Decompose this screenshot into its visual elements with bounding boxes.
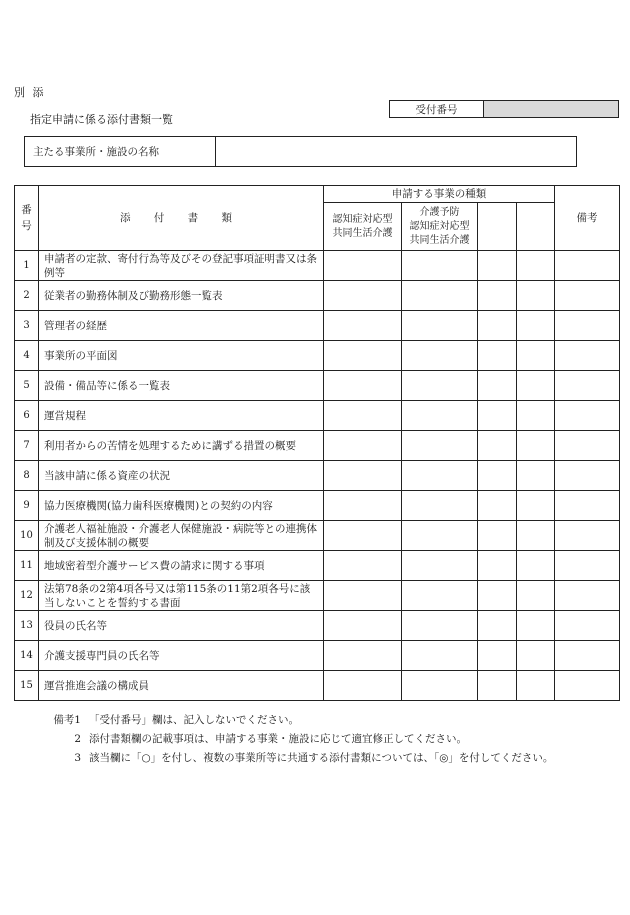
row-number: 11 <box>15 551 39 581</box>
checkbox-cell-type-4[interactable] <box>517 641 555 671</box>
row-document: 介護支援専門員の氏名等 <box>39 641 324 671</box>
row-document: 介護老人福祉施設・介護老人保健施設・病院等との連携体制及び支援体制の概要 <box>39 521 324 551</box>
checkbox-cell-type-4[interactable] <box>517 251 555 281</box>
checkbox-cell-type-4[interactable] <box>517 431 555 461</box>
note-1-key: 備考1 <box>53 714 81 726</box>
checkbox-cell-type-2[interactable] <box>402 461 478 491</box>
table-row <box>15 281 620 311</box>
checkbox-cell-type-2[interactable] <box>402 431 478 461</box>
checkbox-cell-type-2[interactable] <box>402 551 478 581</box>
checkbox-cell-type-3[interactable] <box>478 491 517 521</box>
header-remarks: 備考 <box>555 186 620 251</box>
remarks-cell[interactable] <box>555 641 620 671</box>
row-number: 9 <box>15 491 39 521</box>
row-number: 1 <box>15 251 39 281</box>
row-number: 10 <box>15 521 39 551</box>
checkbox-cell-type-3[interactable] <box>478 551 517 581</box>
checkbox-cell-type-2[interactable] <box>402 581 478 611</box>
table-row <box>15 401 620 431</box>
table-row <box>15 671 620 701</box>
checkbox-cell-type-1[interactable] <box>324 551 402 581</box>
remarks-cell[interactable] <box>555 581 620 611</box>
row-number: 14 <box>15 641 39 671</box>
note-3-key: 3 <box>74 752 81 764</box>
row-document: 地域密着型介護サービス費の請求に関する事項 <box>39 551 324 581</box>
annex-label: 別 添 <box>14 86 46 99</box>
checkbox-cell-type-3[interactable] <box>478 401 517 431</box>
office-name-box <box>24 136 577 167</box>
checkbox-cell-type-3[interactable] <box>478 611 517 641</box>
attachment-table <box>14 185 620 701</box>
receipt-number-box <box>389 100 619 118</box>
checkbox-cell-type-2[interactable] <box>402 401 478 431</box>
checkbox-cell-type-1[interactable] <box>324 251 402 281</box>
checkbox-cell-type-3[interactable] <box>478 461 517 491</box>
checkbox-cell-type-4[interactable] <box>517 611 555 641</box>
checkbox-cell-type-4[interactable] <box>517 491 555 521</box>
checkbox-cell-type-3[interactable] <box>478 641 517 671</box>
document-title: 指定申請に係る添付書類一覧 <box>30 113 173 126</box>
row-document: 利用者からの苦情を処理するために講ずる措置の概要 <box>39 431 324 461</box>
table-row <box>15 461 620 491</box>
row-number: 12 <box>15 581 39 611</box>
header-service-type-group: 申請する事業の種類 <box>324 186 555 203</box>
checkbox-cell-type-1[interactable] <box>324 311 402 341</box>
checkbox-cell-type-3[interactable] <box>478 521 517 551</box>
checkbox-cell-type-2[interactable] <box>402 521 478 551</box>
row-number: 8 <box>15 461 39 491</box>
checkbox-cell-type-2[interactable] <box>402 641 478 671</box>
row-document: 当該申請に係る資産の状況 <box>39 461 324 491</box>
row-number: 13 <box>15 611 39 641</box>
table-row <box>15 311 620 341</box>
checkbox-cell-type-3[interactable] <box>478 371 517 401</box>
remarks-cell[interactable] <box>555 521 620 551</box>
note-1-text: 「受付番号」欄は、記入しないでください。 <box>89 714 299 726</box>
checkbox-cell-type-2[interactable] <box>402 671 478 701</box>
remarks-cell[interactable] <box>555 311 620 341</box>
note-1 <box>35 711 553 730</box>
note-3-text: 該当欄に「○」を付し、複数の事業所等に共通する添付書類については、「◎」を付してください。 <box>89 752 554 764</box>
remarks-cell[interactable] <box>555 491 620 521</box>
checkbox-cell-type-1[interactable] <box>324 521 402 551</box>
table-row <box>15 641 620 671</box>
note-3 <box>35 749 553 768</box>
office-name-label: 主たる事業所・施設の名称 <box>25 137 216 167</box>
table-row <box>15 551 620 581</box>
checkbox-cell-type-4[interactable] <box>517 311 555 341</box>
remarks-cell[interactable] <box>555 551 620 581</box>
note-2 <box>35 730 553 749</box>
checkbox-cell-type-2[interactable] <box>402 341 478 371</box>
checkbox-cell-type-3[interactable] <box>478 431 517 461</box>
checkbox-cell-type-4[interactable] <box>517 551 555 581</box>
checkbox-cell-type-4[interactable] <box>517 461 555 491</box>
row-number: 6 <box>15 401 39 431</box>
checkbox-cell-type-4[interactable] <box>517 671 555 701</box>
row-document: 管理者の経歴 <box>39 311 324 341</box>
checkbox-cell-type-2[interactable] <box>402 311 478 341</box>
table-row <box>15 521 620 551</box>
checkbox-cell-type-4[interactable] <box>517 341 555 371</box>
checkbox-cell-type-1[interactable] <box>324 281 402 311</box>
remarks-cell[interactable] <box>555 671 620 701</box>
checkbox-cell-type-2[interactable] <box>402 371 478 401</box>
row-document: 協力医療機関(協力歯科医療機関)との契約の内容 <box>39 491 324 521</box>
row-number: 7 <box>15 431 39 461</box>
checkbox-cell-type-4[interactable] <box>517 521 555 551</box>
table-row <box>15 491 620 521</box>
notes <box>35 711 553 768</box>
remarks-cell[interactable] <box>555 611 620 641</box>
row-document: 従業者の勤務体制及び勤務形態一覧表 <box>39 281 324 311</box>
checkbox-cell-type-1[interactable] <box>324 491 402 521</box>
row-document: 設備・備品等に係る一覧表 <box>39 371 324 401</box>
checkbox-cell-type-4[interactable] <box>517 581 555 611</box>
receipt-number-label: 受付番号 <box>390 101 484 118</box>
checkbox-cell-type-4[interactable] <box>517 281 555 311</box>
remarks-cell[interactable] <box>555 251 620 281</box>
row-number: 5 <box>15 371 39 401</box>
row-number: 4 <box>15 341 39 371</box>
checkbox-cell-type-3[interactable] <box>478 281 517 311</box>
row-number: 2 <box>15 281 39 311</box>
remarks-cell[interactable] <box>555 461 620 491</box>
row-document: 法第78条の2第4項各号又は第115条の11第2項各号に該当しないことを誓約する書面 <box>39 581 324 611</box>
checkbox-cell-type-1[interactable] <box>324 431 402 461</box>
remarks-cell[interactable] <box>555 281 620 311</box>
row-number: 15 <box>15 671 39 701</box>
checkbox-cell-type-1[interactable] <box>324 371 402 401</box>
row-document: 運営規程 <box>39 401 324 431</box>
remarks-cell[interactable] <box>555 431 620 461</box>
table-row <box>15 431 620 461</box>
checkbox-cell-type-1[interactable] <box>324 401 402 431</box>
checkbox-cell-type-2[interactable] <box>402 611 478 641</box>
checkbox-cell-type-3[interactable] <box>478 671 517 701</box>
table-row <box>15 251 620 281</box>
checkbox-cell-type-1[interactable] <box>324 341 402 371</box>
checkbox-cell-type-3[interactable] <box>478 341 517 371</box>
header-number-label: 番 号 <box>21 204 32 232</box>
table-row <box>15 581 620 611</box>
table-row <box>15 371 620 401</box>
checkbox-cell-type-1[interactable] <box>324 641 402 671</box>
remarks-cell[interactable] <box>555 341 620 371</box>
service-type-4 <box>517 203 555 251</box>
checkbox-cell-type-1[interactable] <box>324 581 402 611</box>
checkbox-cell-type-2[interactable] <box>402 251 478 281</box>
row-document: 役員の氏名等 <box>39 611 324 641</box>
row-number: 3 <box>15 311 39 341</box>
header-number <box>15 186 39 251</box>
checkbox-cell-type-3[interactable] <box>478 311 517 341</box>
row-document: 事業所の平面図 <box>39 341 324 371</box>
receipt-number-field[interactable] <box>484 101 619 118</box>
table-row <box>15 611 620 641</box>
remarks-cell[interactable] <box>555 401 620 431</box>
header-document: 添 付 書 類 <box>39 186 324 251</box>
checkbox-cell-type-1[interactable] <box>324 461 402 491</box>
checkbox-cell-type-4[interactable] <box>517 371 555 401</box>
row-document: 運営推進会議の構成員 <box>39 671 324 701</box>
table-row <box>15 341 620 371</box>
note-2-text: 添付書類欄の記載事項は、申請する事業・施設に応じて適宜修正してください。 <box>89 733 467 745</box>
checkbox-cell-type-2[interactable] <box>402 281 478 311</box>
checkbox-cell-type-2[interactable] <box>402 491 478 521</box>
checkbox-cell-type-1[interactable] <box>324 671 402 701</box>
checkbox-cell-type-3[interactable] <box>478 581 517 611</box>
note-2-key: 2 <box>74 733 81 745</box>
service-type-2: 介護予防 認知症対応型 共同生活介護 <box>402 203 478 251</box>
remarks-cell[interactable] <box>555 371 620 401</box>
checkbox-cell-type-4[interactable] <box>517 401 555 431</box>
checkbox-cell-type-3[interactable] <box>478 251 517 281</box>
office-name-field[interactable] <box>216 137 577 167</box>
row-document: 申請者の定款、寄付行為等及びその登記事項証明書又は条例等 <box>39 251 324 281</box>
service-type-1: 認知症対応型 共同生活介護 <box>324 203 402 251</box>
checkbox-cell-type-1[interactable] <box>324 611 402 641</box>
service-type-3 <box>478 203 517 251</box>
